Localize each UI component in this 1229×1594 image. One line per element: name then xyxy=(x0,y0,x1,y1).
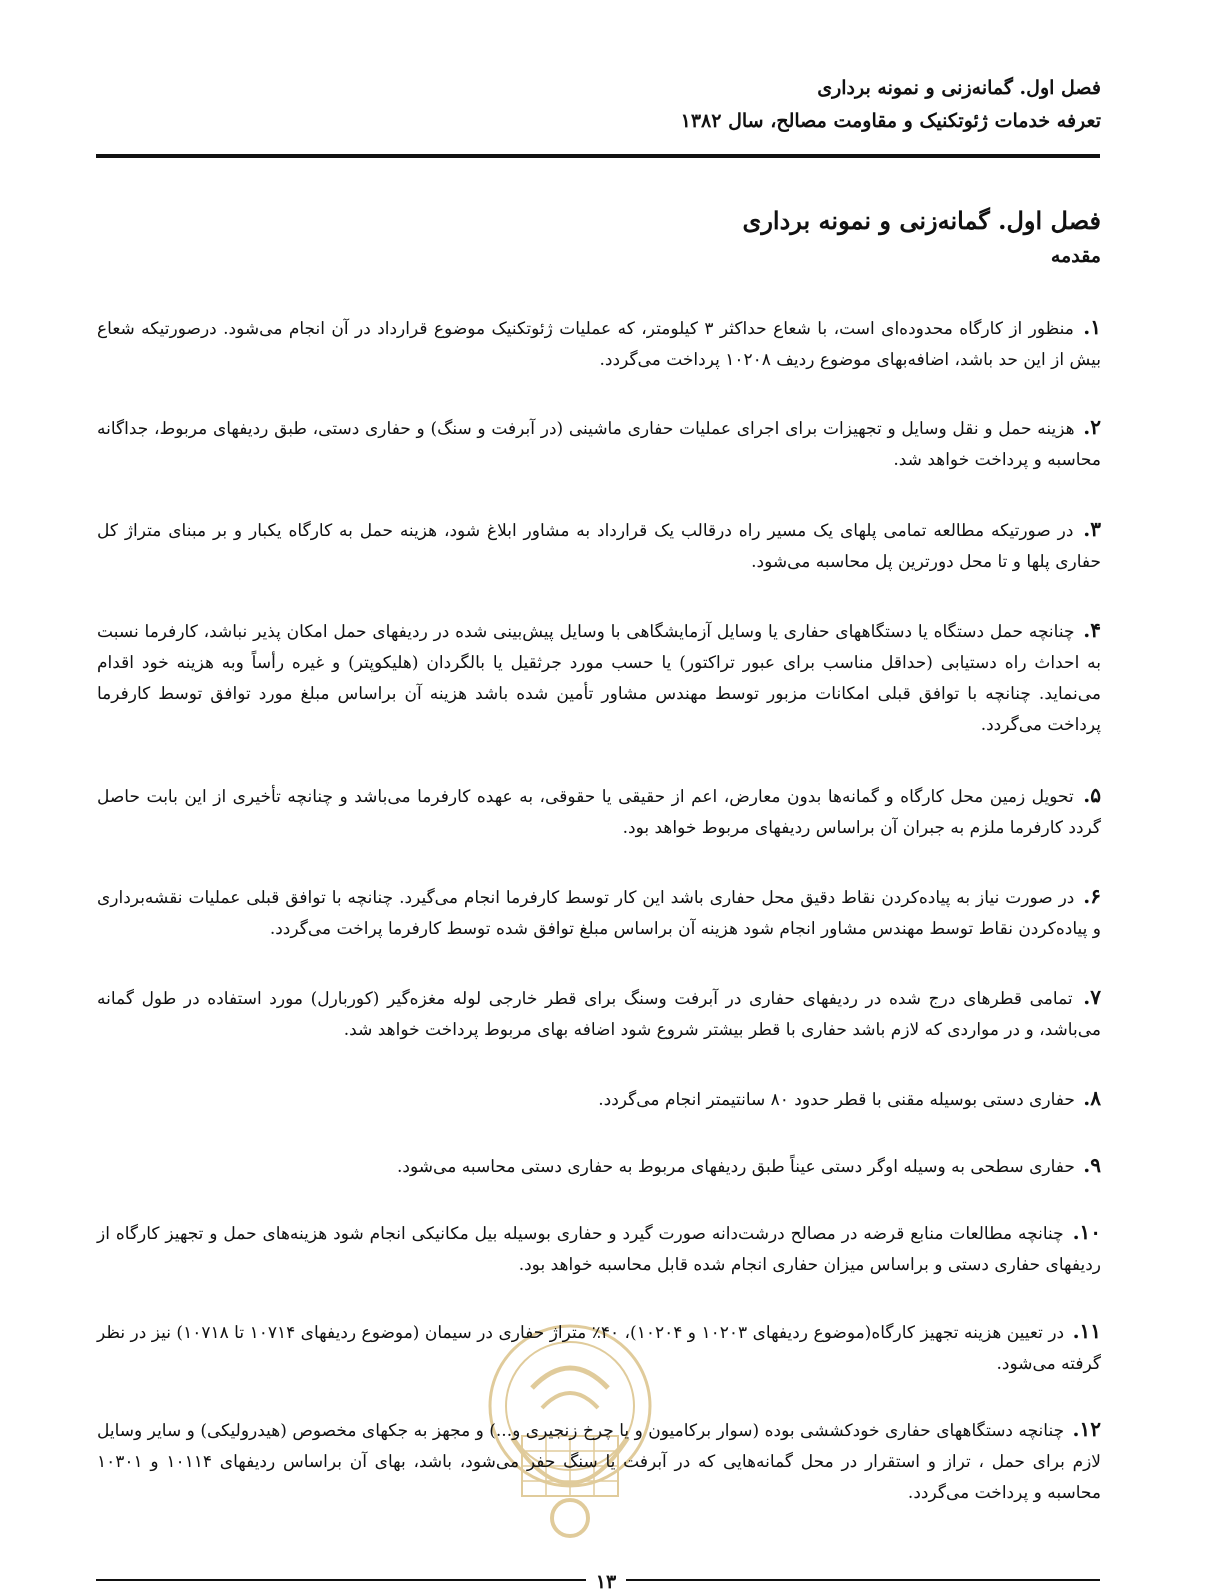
paragraph-2 xyxy=(97,412,1101,476)
paragraph-text: هزینه حمل و نقل وسایل و تجهیزات برای اجرای عملیات حفاری ماشینی (در آبرفت و سنگ) و حفاری دستی، طبق ردیفهای مربوط، جداگانه محاسبه و پرداخت خواهد شد. xyxy=(97,419,1101,470)
paragraph-number: ۱۰. xyxy=(1072,1220,1102,1244)
paragraph-text: در صورت نیاز به پیاده‌کردن نقاط دقیق محل حفاری باشد این کار توسط کارفرما انجام می‌گیرد. چنانچه با توافق قبلی عملیات نقشه‌برداری و پیاده‌کردن نقاط توسط مهندس مشاور انجام شود هزینه آن براساس مبلغ توافق شده توسط کارفرما پراخت می‌گردد. xyxy=(97,888,1101,939)
paragraph-number: ۷. xyxy=(1083,985,1101,1009)
header-book-title: تعرفه خدمات ژئوتکنیک و مقاومت مصالح، سال ۱۳۸۲ xyxy=(680,110,1101,132)
paragraph-number: ۵. xyxy=(1083,783,1101,807)
paragraph-6 xyxy=(97,881,1101,945)
header-chapter-line: فصل اول. گمانه‌زنی و نمونه برداری xyxy=(817,77,1101,99)
paragraph-4 xyxy=(97,615,1101,741)
paragraph-number: ۶. xyxy=(1083,884,1101,908)
paragraph-5 xyxy=(97,780,1101,844)
header-divider xyxy=(96,154,1100,158)
paragraph-number: ۱۱. xyxy=(1072,1319,1102,1343)
paragraph-number: ۹. xyxy=(1083,1153,1101,1177)
paragraph-number: ۲. xyxy=(1083,415,1101,439)
chapter-title: فصل اول. گمانه‌زنی و نمونه برداری xyxy=(742,206,1101,235)
paragraph-12 xyxy=(97,1414,1101,1509)
paragraph-text: در صورتیکه مطالعه تمامی پلهای یک مسیر راه درقالب یک قرارداد به مشاور ابلاغ شود، هزینه حمل به کارگاه یکبار و بر مبنای متراژ کل حفاری پلها و تا محل دورترین پل محاسبه می‌شود. xyxy=(97,521,1101,572)
paragraph-text: حفاری سطحی به وسیله اوگر دستی عیناً طبق ردیفهای مربوط به حفاری دستی محاسبه می‌شود. xyxy=(397,1157,1075,1177)
paragraph-text: تمامی قطرهای درج شده در ردیفهای حفاری در آبرفت وسنگ برای قطر خارجی لوله مغزه‌گیر (کوربارل) مورد استفاده در طول گمانه می‌باشد، و در مواردی که لازم باشد حفاری با قطر بیشتر شروع شود اضافه بهای مربوط پرداخت خواهد شد. xyxy=(97,989,1101,1040)
section-subtitle: مقدمه xyxy=(1050,245,1101,267)
paragraph-7 xyxy=(97,982,1101,1046)
paragraph-text: چنانچه دستگاههای حفاری خودکششی بوده (سوار برکامیون و یا چرخ زنجیری و...) و مجهز به جکهای مخصوص (هیدرولیکی) و سایر وسایل لازم برای حمل ، تراز و استقرار در محل گمانه‌هایی که در آبرفت یا سنگ حفر می‌شود، باشد، بهای آن براساس ردیفهای ۱۰۱۱۴ و ۱۰۳۰۱ محاسبه و پرداخت می‌گردد. xyxy=(97,1421,1101,1503)
paragraph-9 xyxy=(97,1150,1101,1183)
paragraph-11 xyxy=(97,1316,1101,1380)
paragraph-10 xyxy=(97,1217,1101,1281)
paragraph-1 xyxy=(97,312,1101,376)
paragraph-number: ۸. xyxy=(1083,1086,1101,1110)
paragraph-number: ۱. xyxy=(1083,315,1101,339)
paragraph-text: تحویل زمین محل کارگاه و گمانه‌ها بدون معارض، اعم از حقیقی یا حقوقی، به عهده کارفرما می‌باشد و چنانچه تأخیری از این بابت حاصل گردد کارفرما ملزم به جبران آن براساس ردیفهای مربوط خواهد بود. xyxy=(97,787,1101,838)
paragraph-8 xyxy=(97,1083,1101,1116)
paragraph-text: منظور از کارگاه محدوده‌ای است، با شعاع حداکثر ۳ کیلومتر، که عملیات ژئوتکنیک موضوع قرارداد در آن انجام می‌شود. درصورتیکه شعاع بیش از این حد باشد، اضافه‌بهای موضوع ردیف ۱۰۲۰۸ پرداخت می‌گردد. xyxy=(97,319,1101,370)
paragraph-text: چنانچه مطالعات منابع قرضه در مصالح درشت‌دانه صورت گیرد و حفاری بوسیله بیل مکانیکی انجام شود هزینه‌های حمل و تجهیز کارگاه از ردیفهای حفاری دستی و براساس میزان حفاری انجام شده قابل محاسبه خواهد بود. xyxy=(97,1224,1101,1275)
paragraph-number: ۳. xyxy=(1083,517,1102,541)
paragraph-3 xyxy=(97,514,1101,578)
paragraph-number: ۱۲. xyxy=(1072,1417,1101,1441)
paragraph-text: در تعیین هزینه تجهیز کارگاه(موضوع ردیفهای ۱۰۲۰۳ و ۱۰۲۰۴)، ۴۰٪ متراژ حفاری در سیمان (موضوع ردیفهای ۱۰۷۱۴ تا ۱۰۷۱۸) نیز در نظر گرفته می‌شود. xyxy=(97,1323,1101,1374)
page-number: ۱۳ xyxy=(586,1572,626,1592)
running-header xyxy=(101,72,1101,138)
paragraph-number: ۴. xyxy=(1083,618,1101,642)
paragraph-text: چنانچه حمل دستگاه یا دستگاههای حفاری یا وسایل آزمایشگاهی با وسایل پیش‌بینی شده در ردیفهای حمل امکان پذیر نباشد، کارفرما نسبت به احداث راه دستیابی (حداقل مناسب برای عبور تراکتور) یا حسب مورد جرثقیل یا بالگردان (هلیکوپتر) و غیره رأساً وبه هزینه خود اقدام می‌نماید. چنانچه با توافق قبلی امکانات مزبور توسط مهندس مشاور تأمین شده باشد هزینه آن براساس مبلغ مورد توافق توسط کارفرما پرداخت می‌گردد. xyxy=(97,622,1101,735)
paragraph-text: حفاری دستی بوسیله مقنی با قطر حدود ۸۰ سانتیمتر انجام می‌گردد. xyxy=(598,1090,1075,1110)
